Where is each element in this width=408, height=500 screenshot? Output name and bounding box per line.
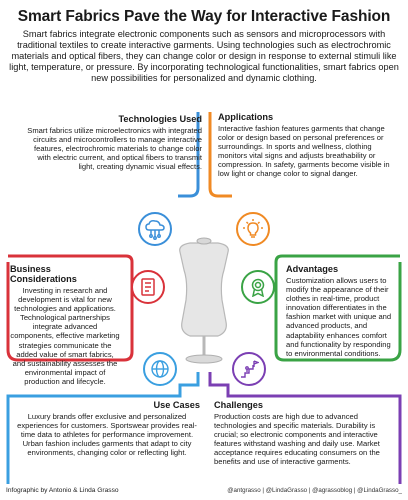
technologies-heading: Technologies Used [118,114,202,124]
cloud-network-icon [138,212,172,246]
advantages-section [286,264,398,358]
checklist-icon [131,270,165,304]
business-section [10,264,120,386]
technologies-section [22,114,202,171]
usecases-heading: Use Cases [153,400,200,410]
business-text: Investing in research and development is vital for new technologies and applications. Technological partnerships integrate advanced components, effective marketing strategies communicate the added value of smart fabrics, and sustainability assesses the environmental impact of production and lifecycle. [10,286,120,386]
credit-text: Infographic by Antonio & Linda Grasso [6,487,119,494]
technologies-text: Smart fabrics utilize microelectronics with integrated circuits and microcontrollers to manage interactive features, electrochromic materials to change color with electric current, and optical fibers to transmit light, creating dynamic visual effects. [27,126,202,172]
business-heading: Business Considerations [10,264,77,284]
award-ribbon-icon [241,270,275,304]
usecases-section [14,400,200,457]
advantages-heading: Advantages [286,264,339,274]
applications-section [218,112,400,179]
advantages-text: Customization allows users to modify the appearance of their clothes in real-time, product innovation differentiates in the fashion market with unique and advanced products, and adaptability enhances comfort and functionality by responding to environmental conditions. [286,276,392,358]
intro-paragraph: Smart fabrics integrate electronic components such as sensors and microprocessors with traditional textiles to create interactive garments. Using technologies such as electrochromic materials and optical fibers, they can change color or design in response to external stimuli like light, temperature, or pressure. By incorporating technological functionalities, smart fabrics open new possibilities for personalized and dynamic clothing. [9,29,399,84]
climbing-stairs-flag-icon [232,352,266,386]
globe-icon [143,352,177,386]
mannequin-illustration [180,238,229,363]
challenges-text: Production costs are high due to advanced technologies and specific materials. Durability is crucial; so electronic components and interactive features withstand washing and daily use. Market acceptance requires educating consumers on the benefits and use of interactive garments. [214,412,380,467]
page-title: Smart Fabrics Pave the Way for Interactive Fashion [17,8,391,25]
social-handles: @antgrasso | @LindaGrasso | @agrassoblog | @LindaGrasso_ [227,487,402,494]
lightbulb-icon [236,212,270,246]
applications-text: Interactive fashion features garments that change color or design based on personal preferences or surroundings. In sports and wellness, clothing monitors vital signs and adjusts breathability or compression. In safety, garments become visible in low light or change color to signal danger. [218,124,390,179]
challenges-section [214,400,398,467]
usecases-text: Luxury brands offer exclusive and personalized experiences for customers. Sportswear provides real-time data to athletes for performance improvement. Urban fashion includes garments that adapt to city environments, changing color or reflecting light. [17,412,197,458]
challenges-heading: Challenges [214,400,264,410]
applications-heading: Applications [218,112,274,122]
